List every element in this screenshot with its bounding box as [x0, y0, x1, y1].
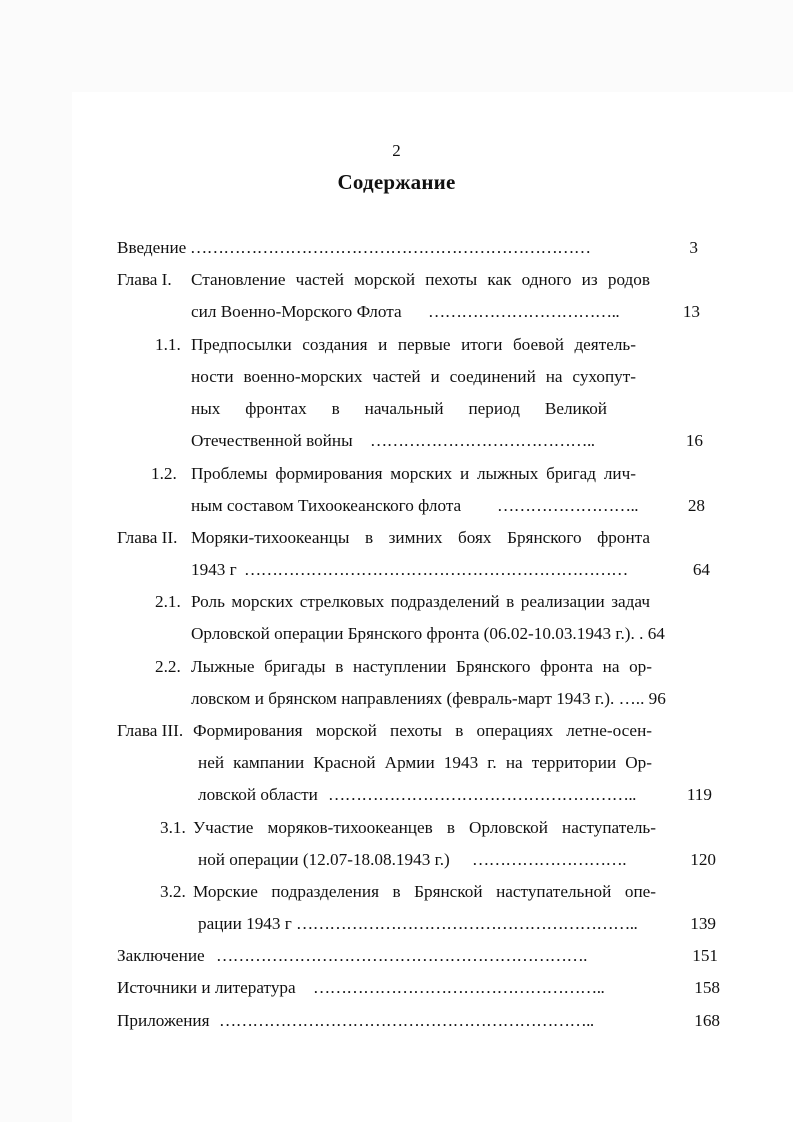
toc-intro-title: Введение [117, 238, 187, 257]
toc-ch2-line2: 1943 г [191, 560, 237, 579]
toc-s32-line1: Морские подразделения в Брянской наступательной опе- [193, 882, 656, 901]
toc-ch3-line1: Формирования морской пехоты в операциях летне-осен- [193, 721, 652, 740]
toc-s31-page: 120 [690, 850, 716, 869]
toc-ch1-leader: …………………………….. [428, 302, 620, 321]
toc-s11-leader: ………………………………….. [370, 431, 595, 450]
toc-s12-line2: ным составом Тихоокеанского флота [191, 496, 462, 515]
toc-s31-line2: ной операции (12.07-18.08.1943 г.) [198, 850, 450, 869]
toc-appendix-page: 168 [694, 1011, 720, 1030]
toc-intro-page: 3 [689, 238, 698, 257]
toc-s32-leader: …………………………………………………….. [296, 914, 638, 933]
toc-s22-number: 2.2. [155, 657, 181, 676]
toc-conclusion-leader: …………………………………………………………. [216, 946, 587, 965]
toc-ch3-label: Глава III. [117, 721, 184, 740]
toc-s22-line2: ловском и брянском направлениях (февраль-март 1943 г.). ….. 96 [191, 689, 666, 708]
toc-s11-line1: Предпосылки создания и первые итоги боевой деятель- [191, 335, 636, 354]
toc-s31-line1: Участие моряков-тихоокеанцев в Орловской наступатель- [193, 818, 656, 837]
toc-sources-leader: …………………………………………….. [313, 978, 605, 997]
toc-s11-number: 1.1. [155, 335, 181, 354]
toc-appendix-title: Приложения [117, 1011, 210, 1030]
toc-s11-line2: ности военно-морских частей и соединений на сухопут- [191, 367, 636, 386]
toc-ch3-page: 119 [686, 785, 712, 804]
toc-s21-number: 2.1. [155, 592, 181, 611]
toc-sources-page: 158 [694, 978, 720, 997]
toc-s22-line1: Лыжные бригады в наступлении Брянского фронта на ор- [191, 657, 652, 676]
toc-s31-number: 3.1. [160, 818, 186, 837]
toc-ch1-label: Глава I. [117, 270, 172, 289]
toc-ch2-line1: Моряки-тихоокеанцы в зимних боях Брянского фронта [191, 528, 650, 547]
toc-ch2-label: Глава II. [117, 528, 178, 547]
toc-s32-number: 3.2. [160, 882, 186, 901]
toc-s21-line2: Орловской операции Брянского фронта (06.02-10.03.1943 г.). . 64 [191, 624, 665, 643]
toc-s12-line1: Проблемы формирования морских и лыжных бригад лич- [191, 464, 636, 483]
toc-s21-line1: Роль морских стрелковых подразделений в реализации задач [191, 592, 650, 611]
toc-ch2-leader: …………………………………………………………… [244, 560, 628, 579]
toc-ch1-line2: сил Военно-Морского Флота [191, 302, 402, 321]
toc-ch2-page: 64 [692, 560, 710, 579]
toc-s32-page: 139 [690, 914, 716, 933]
toc-ch3-line2: ней кампании Красной Армии 1943 г. на территории Ор- [198, 753, 652, 772]
toc-s32-line2: рации 1943 г [198, 914, 292, 933]
toc-sources-title: Источники и литература [117, 978, 296, 997]
page-number: 2 [392, 141, 401, 160]
toc-s11-page: 16 [685, 431, 703, 450]
toc-s11-line3: ных фронтах в начальный период Великой [191, 399, 607, 418]
toc-s12-number: 1.2. [151, 464, 177, 483]
toc-conclusion-page: 151 [692, 946, 718, 965]
page-title: Содержание [337, 170, 456, 194]
toc-s12-leader: …………………….. [497, 496, 639, 515]
toc-conclusion-title: Заключение [117, 946, 205, 965]
toc-intro-leader: ……………………………………………………………… [190, 238, 591, 257]
toc-s11-line4: Отечественной войны [191, 431, 353, 450]
toc-ch3-leader: ……………………………………………….. [328, 785, 636, 804]
toc-appendix-leader: ………………………………………………………….. [219, 1011, 594, 1030]
toc-ch1-page: 13 [682, 302, 700, 321]
toc-ch1-line1: Становление частей морской пехоты как одного из родов [191, 270, 650, 289]
toc-s31-leader: ………………………. [472, 850, 626, 869]
toc-s12-page: 28 [687, 496, 705, 515]
toc-ch3-line3: ловской области [198, 785, 318, 804]
